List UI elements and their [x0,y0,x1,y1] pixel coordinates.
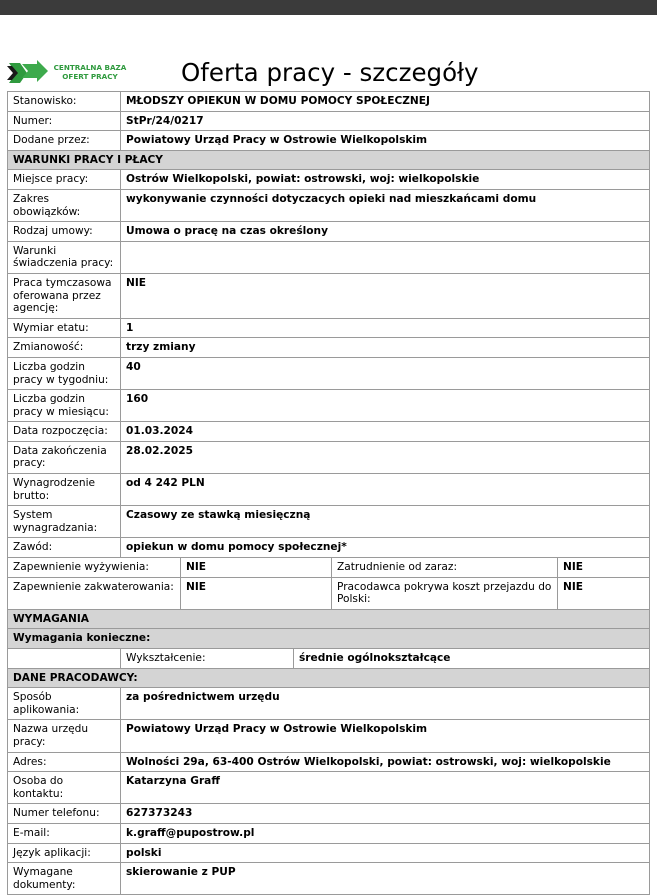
empty-cell [8,649,121,669]
table-row [8,441,650,473]
offer-details-table [7,91,650,895]
table-row [8,222,650,242]
row-value: Umowa o pracę na czas określony [121,222,650,242]
row-label: Miejsce pracy: [8,170,121,190]
table-row [8,772,650,804]
contact-person-value: Katarzyna Graff [121,772,650,804]
row-value: 28.02.2025 [121,441,650,473]
row-value: 160 [121,390,650,422]
logo-text [50,63,130,81]
row-label: Stanowisko: [8,92,121,112]
education-label: Wykształcenie: [121,649,294,669]
row-label: Numer telefonu: [8,804,121,824]
row-value [121,241,650,273]
table-row [8,111,650,131]
row-value: 1 [121,318,650,338]
section-header [8,629,650,649]
education-row [8,649,650,669]
table-row [8,338,650,358]
benefits-row [8,577,650,609]
row-value: od 4 242 PLN [121,474,650,506]
row-value: Czasowy ze stawką miesięczną [121,506,650,538]
table-row [8,131,650,151]
row-label: Zmianowość: [8,338,121,358]
table-row [8,357,650,389]
row-value: polski [121,843,650,863]
row-label: Dodane przez: [8,131,121,151]
offer-number-value: StPr/24/0217 [121,111,650,131]
benefit-label: Pracodawca pokrywa koszt przejazdu do Polski: [332,577,558,609]
table-row [8,422,650,442]
row-label: Liczba godzin pracy w tygodniu: [8,357,121,389]
row-value: trzy zmiany [121,338,650,358]
row-label: Wymagane dokumenty: [8,863,121,895]
logo [7,60,132,86]
row-label: Sposób aplikowania: [8,688,121,720]
row-label: Zakres obowiązków: [8,189,121,221]
section-header [8,609,650,629]
benefit-value: NIE [181,558,332,578]
row-value: Ostrów Wielkopolski, powiat: ostrowski, woj: wielkopolskie [121,170,650,190]
added-by-value: Powiatowy Urząd Pracy w Ostrowie Wielkopolskim [121,131,650,151]
benefit-value: NIE [558,577,650,609]
table-row [8,538,650,558]
table-row [8,273,650,318]
row-value: skierowanie z PUP [121,863,650,895]
table-row [8,189,650,221]
row-label: System wynagradzania: [8,506,121,538]
section-wymagania-konieczne: Wymagania konieczne: [8,629,650,649]
row-value: opiekun w domu pomocy społecznej* [121,538,650,558]
row-value: wykonywanie czynności dotyczacych opieki nad mieszkańcami domu [121,189,650,221]
benefit-label: Zatrudnienie od zaraz: [332,558,558,578]
table-row [8,506,650,538]
row-label: Zawód: [8,538,121,558]
table-row [8,474,650,506]
row-label: Wymiar etatu: [8,318,121,338]
section-wymagania: WYMAGANIA [8,609,650,629]
logo-line-2: OFERT PRACY [62,72,118,81]
section-warunki: WARUNKI PRACY I PŁACY [8,150,650,170]
benefit-label: Zapewnienie wyżywienia: [8,558,181,578]
row-value: Powiatowy Urząd Pracy w Ostrowie Wielkopolskim [121,720,650,752]
table-row [8,863,650,895]
benefits-row [8,558,650,578]
row-label: Liczba godzin pracy w miesiącu: [8,390,121,422]
row-label: Nazwa urzędu pracy: [8,720,121,752]
row-label: Język aplikacji: [8,843,121,863]
table-row [8,170,650,190]
table-row [8,823,650,843]
email-value: k.graff@pupostrow.pl [121,823,650,843]
row-value: za pośrednictwem urzędu [121,688,650,720]
row-label: Rodzaj umowy: [8,222,121,242]
table-row [8,804,650,824]
row-label: Data rozpoczęcia: [8,422,121,442]
logo-line-1: CENTRALNA BAZA [53,63,127,72]
row-label: Osoba do kontaktu: [8,772,121,804]
row-label: E-mail: [8,823,121,843]
job-title-value: MŁODSZY OPIEKUN W DOMU POMOCY SPOŁECZNEJ [121,92,650,112]
benefit-label: Zapewnienie zakwaterowania: [8,577,181,609]
page-title: Oferta pracy - szczegóły [181,58,479,87]
table-row [8,241,650,273]
phone-value: 627373243 [121,804,650,824]
benefit-value: NIE [181,577,332,609]
table-row [8,318,650,338]
row-label: Data zakończenia pracy: [8,441,121,473]
row-value: 40 [121,357,650,389]
table-row [8,752,650,772]
table-row [8,843,650,863]
table-row [8,688,650,720]
table-row [8,92,650,112]
row-label: Adres: [8,752,121,772]
row-value: 01.03.2024 [121,422,650,442]
browser-top-bar [0,0,657,15]
row-label: Praca tymczasowa oferowana przez agencję: [8,273,121,318]
logo-arrows-icon [7,60,49,86]
table-row [8,390,650,422]
benefit-value: NIE [558,558,650,578]
education-value: średnie ogólnokształcące [294,649,650,669]
address-value: Wolności 29a, 63-400 Ostrów Wielkopolski, powiat: ostrowski, woj: wielkopolskie [121,752,650,772]
row-label: Wynagrodzenie brutto: [8,474,121,506]
section-header [8,668,650,688]
row-value: NIE [121,273,650,318]
table-row [8,720,650,752]
row-label: Warunki świadczenia pracy: [8,241,121,273]
row-label: Numer: [8,111,121,131]
section-header [8,150,650,170]
section-pracodawca: DANE PRACODAWCY: [8,668,650,688]
